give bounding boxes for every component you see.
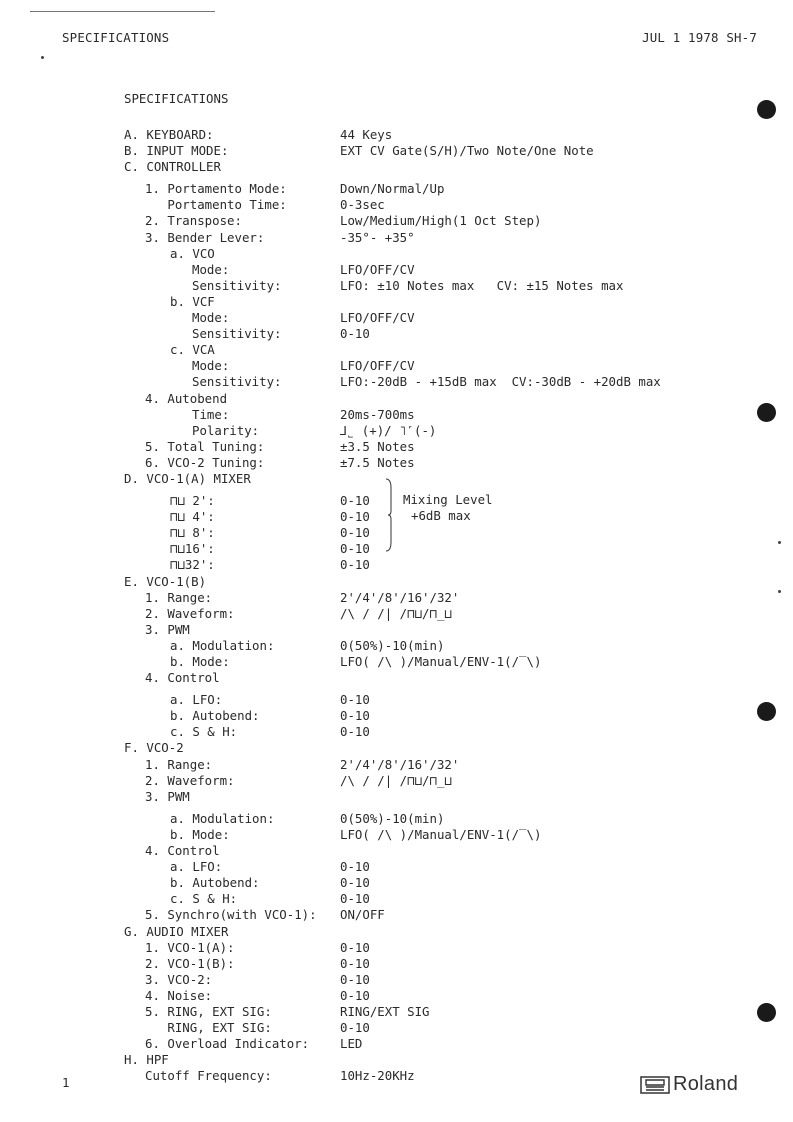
spec-label: 1. Range: [145,756,213,772]
spec-value: Down/Normal/Up [340,181,445,197]
scan-speck [778,590,781,593]
spec-value: 0-10 [340,875,370,891]
spec-label: 4. Autobend [145,390,228,406]
spec-row [0,1036,793,1052]
spec-label: 3. PWM [145,788,190,804]
spec-label: a. LFO: [170,692,223,708]
spec-row [0,940,793,956]
spec-label: a. Modulation: [170,810,275,826]
spec-value: LFO/OFF/CV [340,358,415,374]
spec-row [0,326,793,342]
spec-label: 4. Control [145,843,220,859]
spec-label: Sensitivity: [192,277,282,293]
spec-row [0,557,793,573]
spec-value: Low/Medium/High(1 Oct Step) [340,213,542,229]
spec-label: 3. PWM [145,621,190,637]
spec-label: E. VCO-1(B) [124,573,207,589]
spec-label: Cutoff Frequency: [145,1068,272,1084]
spec-label: b. VCF [170,293,215,309]
spec-value: 0-10 [340,971,370,987]
spec-label: c. S & H: [170,891,238,907]
spec-value: LFO/OFF/CV [340,261,415,277]
header-left: SPECIFICATIONS [62,30,170,45]
spec-row [0,843,793,859]
spec-value: ON/OFF [340,907,385,923]
spec-row [0,988,793,1004]
spec-value: 2'/4'/8'/16'/32' [340,756,460,772]
spec-row [0,197,793,213]
spec-label: 4. Noise: [145,987,213,1003]
spec-row [0,924,793,940]
spec-row [0,525,793,541]
spec-value: 0-10 [340,493,370,509]
spec-value: LFO: ±10 Notes max CV: ±15 Notes max [340,277,624,293]
spec-value: 44 Keys [340,127,393,142]
spec-label: 2. VCO-1(B): [145,955,235,971]
spec-row [0,143,793,159]
spec-row [0,692,793,708]
spec-value: LED [340,1036,363,1052]
punch-hole [757,403,776,422]
spec-value: LFO:-20dB - +15dB max CV:-30dB - +20dB max [340,374,661,390]
spec-label: ⊓⊔32': [170,557,215,573]
mixer-note-line1: Mixing Level [403,492,493,507]
spec-label: c. VCA [170,342,215,358]
spec-label: Time: [192,406,230,422]
spec-row [0,342,793,358]
spec-row [0,1052,793,1068]
spec-label: C. CONTROLLER [124,159,221,175]
spec-row [0,859,793,875]
spec-value: 0-3sec [340,197,385,213]
spec-label: b. Autobend: [170,708,260,724]
spec-label: 2. Waveform: [145,772,235,788]
spec-row [0,956,793,972]
spec-label: Polarity: [192,422,260,438]
spec-value: 0-10 [340,557,370,573]
spec-label: 2. Transpose: [145,213,242,229]
spec-label: D. VCO-1(A) MIXER [124,470,251,486]
spec-row [0,230,793,246]
spec-value: 0(50%)-10(min) [340,810,445,826]
spec-label: 2. Waveform: [145,605,235,621]
spec-value: 10Hz-20KHz [340,1068,415,1084]
spec-row [0,773,793,789]
header-right: JUL 1 1978 SH-7 [642,30,757,45]
scan-speck [778,541,781,544]
spec-row [0,391,793,407]
spec-value: /\ / /| /⊓⊔/⊓_⊔ [340,605,452,621]
spec-label: G. AUDIO MIXER [124,923,229,939]
spec-value: 0-10 [340,955,370,971]
spec-label: Portamento Time: [145,197,287,213]
spec-label: 3. Bender Lever: [145,229,265,245]
spec-value: -35°- +35° [340,229,415,245]
spec-row [0,471,793,487]
punch-hole [757,702,776,721]
spec-value: 0-10 [340,326,370,342]
spec-row [0,407,793,423]
punch-hole [757,1003,776,1022]
spec-label: 5. RING, EXT SIG: [145,1003,272,1019]
spec-value: EXT CV Gate(S/H)/Two Note/One Note [340,143,594,159]
spec-label: a. Modulation: [170,637,275,653]
spec-row [0,606,793,622]
spec-row [0,708,793,724]
mixer-note-line2: +6dB max [411,508,471,523]
spec-label: H. HPF [124,1052,169,1068]
spec-label: ⊓⊔16': [170,541,215,557]
spec-row [0,622,793,638]
spec-row [0,875,793,891]
spec-row [0,757,793,773]
spec-value: LFO/OFF/CV [340,310,415,326]
spec-row [0,789,793,805]
spec-label: b. Autobend: [170,875,260,891]
spec-row [0,724,793,740]
spec-row [0,654,793,670]
spec-label: A. KEYBOARD: [124,127,214,142]
spec-label: ⊓⊔ 8': [170,525,215,541]
spec-value: ±7.5 Notes [340,454,415,470]
spec-value: 0-10 [340,692,370,708]
spec-value: 2'/4'/8'/16'/32' [340,589,460,605]
spec-label: RING, EXT SIG: [145,1020,272,1036]
spec-row [0,127,793,143]
spec-label: ⊓⊔ 4': [170,509,215,525]
spec-row [0,1020,793,1036]
spec-row [0,541,793,557]
page-number: 1 [62,1075,70,1090]
spec-label: 1. Portamento Mode: [145,181,287,197]
spec-row [0,213,793,229]
spec-row [0,423,793,439]
spec-row [0,278,793,294]
spec-row [0,891,793,907]
spec-label: b. Mode: [170,826,230,842]
spec-row [0,638,793,654]
spec-row [0,455,793,471]
brand-name: Roland [673,1073,739,1095]
spec-list [0,127,793,1084]
spec-label: Sensitivity: [192,326,282,342]
spec-value: 0-10 [340,708,370,724]
spec-value: LFO( /\ )/Manual/ENV-1(/‾\) [340,654,542,669]
spec-row [0,493,793,509]
spec-label: ⊓⊔ 2': [170,493,215,509]
spec-row [0,972,793,988]
spec-row [0,740,793,756]
spec-row [0,310,793,326]
spec-label: 1. VCO-1(A): [145,939,235,955]
spec-label: a. LFO: [170,859,223,875]
spec-value: 0-10 [340,525,370,541]
spec-row [0,374,793,390]
spec-value: 0-10 [340,724,370,740]
spec-row [0,811,793,827]
spec-label: a. VCO [170,245,215,261]
spec-value: /\ / /| /⊓⊔/⊓_⊔ [340,772,452,788]
spec-label: 5. Total Tuning: [145,438,265,454]
spec-value: 0-10 [340,891,370,907]
spec-row [0,246,793,262]
spec-label: 1. Range: [145,589,213,605]
spec-label: F. VCO-2 [124,740,184,756]
spec-value: RING/EXT SIG [340,1003,430,1019]
spec-row [0,827,793,843]
mixer-brace [386,478,392,552]
spec-row [0,439,793,455]
roland-logo [640,1073,738,1096]
spec-value: LFO( /\ )/Manual/ENV-1(/‾\) [340,826,542,842]
scan-speck [41,56,44,59]
spec-label: Mode: [192,358,230,374]
spec-row [0,358,793,374]
spec-label: 4. Control [145,670,220,686]
spec-value: 0-10 [340,939,370,955]
spec-label: 6. VCO-2 Tuning: [145,454,265,470]
spec-value: 0-10 [340,541,370,557]
spec-value: ±3.5 Notes [340,438,415,454]
spec-row [0,907,793,923]
spec-row [0,670,793,686]
spec-label: 3. VCO-2: [145,971,213,987]
roland-emblem-icon [640,1076,670,1094]
spec-label: Mode: [192,310,230,326]
spec-row [0,294,793,310]
spec-label: 5. Synchro(with VCO-1): [145,907,317,923]
spec-value: 0-10 [340,987,370,1003]
spec-value: 0(50%)-10(min) [340,637,445,653]
spec-row [0,509,793,525]
spec-label: b. Mode: [170,654,230,669]
spec-value: ⅃˾ (+)/ ˥˹(-) [340,422,437,438]
spec-row [0,262,793,278]
spec-label: c. S & H: [170,724,238,740]
spec-value: 0-10 [340,1020,370,1036]
section-title: SPECIFICATIONS [124,91,229,106]
spec-row [0,159,793,175]
spec-label: B. INPUT MODE: [124,143,229,159]
spec-row [0,181,793,197]
spec-label: Sensitivity: [192,374,282,390]
spec-label: 6. Overload Indicator: [145,1036,310,1052]
spec-row [0,590,793,606]
spec-value: 0-10 [340,509,370,525]
spec-label: Mode: [192,261,230,277]
spec-row [0,1004,793,1020]
spec-value: 0-10 [340,859,370,875]
spec-row [0,574,793,590]
spec-value: 20ms-700ms [340,406,415,422]
punch-hole [757,100,776,119]
top-rule [30,11,215,12]
